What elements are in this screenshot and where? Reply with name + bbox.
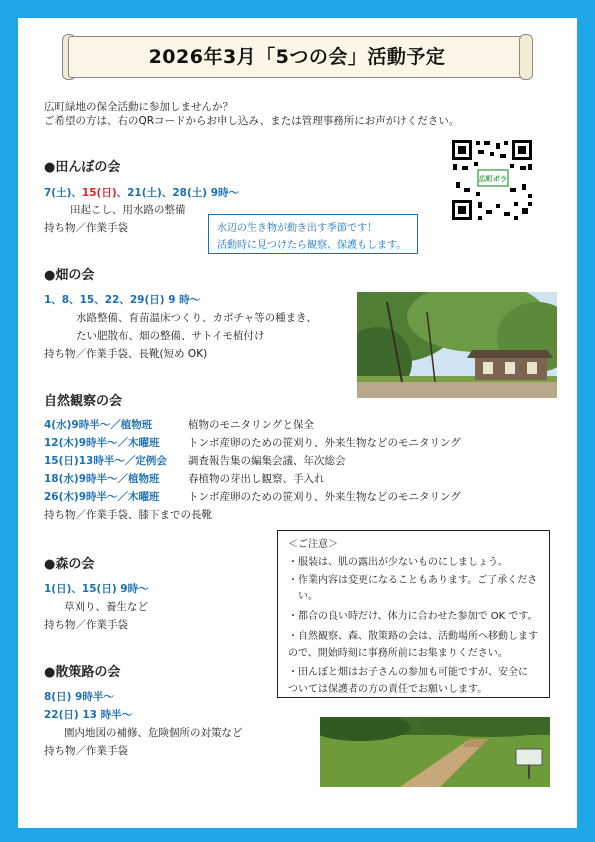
shizen-row-4-when: 18(水)9時半〜／植物班 (44, 473, 160, 485)
notice-box (277, 530, 550, 698)
hatake-heading: ●畑の会 (44, 268, 95, 283)
tanbo-dates-b: 15(日) (81, 187, 117, 199)
tanbo-bring: 持ち物／作業手袋 (44, 222, 128, 234)
sansakuro-bring: 持ち物／作業手袋 (44, 745, 128, 757)
intro-line-1: 広町緑地の保全活動に参加しませんか？ (44, 101, 233, 113)
mori-task: 草刈り、養生など (64, 601, 148, 613)
mori-bring: 持ち物／作業手袋 (44, 619, 128, 631)
notice-line-1: ・服装は、肌の露出が少ないものにしましょう。 (288, 557, 508, 568)
sansakuro-date-2: 22(日) 13 時半〜 (44, 709, 133, 721)
shizen-row-5-what: トンボ産卵のための笹刈り、外来生物などのモニタリング (188, 491, 461, 503)
intro-line-2: ご希望の方は、右のQRコードからお申し込み、または管理事務所にお声がけください。 (44, 115, 460, 127)
shizen-row-3-when: 15(日)13時半〜／定例会 (44, 455, 167, 467)
notice-line-4: ・都合の良い時だけ、体力に合わせた参加で OK です。 (288, 611, 538, 622)
callout-line-1: 水辺の生き物が動き出す季節です！ (217, 223, 377, 234)
shizen-row-3-what: 調査報告集の編集会議、年次総会 (188, 455, 346, 467)
notice-line-5: ・自然観察、森、散策路の会は、活動場所へ移動します (288, 631, 538, 642)
tanbo-heading: ●田んぼの会 (44, 160, 121, 175)
mori-heading: ●森の会 (44, 557, 95, 572)
hatake-dates: 1、8、15、22、29(日) 9 時〜 (44, 294, 201, 306)
shizen-row-4-what: 春植物の芽出し観察、手入れ (188, 473, 325, 485)
tanbo-task: 田起こし、用水路の整備 (70, 204, 186, 216)
shizen-row-1-when: 4(水)9時半〜／植物班 (44, 419, 153, 431)
notice-line-8: ついては保護者の方の責任でお願いします。 (288, 684, 488, 695)
notice-line-7: ・田んぼと畑はお子さんの参加も可能ですが、安全に (288, 667, 528, 678)
hatake-task-2: たい肥散布、畑の整備、サトイモ植付け (76, 330, 265, 342)
mori-dates: 1(日)、15(日) 9時〜 (44, 583, 149, 595)
shizen-bring: 持ち物／作業手袋、膝下までの長靴 (44, 509, 212, 521)
tanbo-callout-box (208, 214, 418, 254)
tanbo-dates-a: 7(土)、 (44, 187, 82, 199)
shizen-row-2-what: トンボ産卵のための笹刈り、外来生物などのモニタリング (188, 437, 461, 449)
notice-line-3: い。 (288, 591, 318, 602)
page-title: 2026年3月「5つの会」活動予定 (148, 46, 446, 68)
sansakuro-date-1: 8(日) 9時半〜 (44, 691, 114, 703)
callout-line-2: 活動時に見つけたら観察、保護もします。 (217, 240, 407, 251)
shizen-row-2-when: 12(木)9時半〜／木曜班 (44, 437, 160, 449)
shizen-row-1-what: 植物のモニタリングと保全 (188, 419, 314, 431)
hatake-bring: 持ち物／作業手袋、長靴(短め OK) (44, 348, 208, 360)
notice-heading: ＜ご注意＞ (288, 539, 338, 550)
sansakuro-task: 園内地図の補修、危険個所の対策など (64, 727, 243, 739)
photo-building-in-woods (357, 292, 557, 398)
notice-line-6: ので、開始時刻に事務所前にお集まりください。 (288, 648, 508, 659)
tanbo-dates (44, 186, 239, 200)
hatake-task-1: 水路整備、育苗温床つくり、カボチャ等の種まき、 (76, 312, 317, 324)
qr-label: 広町ボラ (479, 175, 507, 183)
sansakuro-heading: ●散策路の会 (44, 665, 121, 680)
notice-line-2: ・作業内容は変更になることもあります。ご了承くださ (288, 575, 538, 586)
photo-boardwalk (320, 717, 550, 787)
tanbo-dates-c: 、21(土)、28(土) 9時〜 (116, 187, 240, 199)
shizen-row-5-when: 26(木)9時半〜／木曜班 (44, 491, 160, 503)
shizen-heading: 自然観察の会 (44, 394, 123, 409)
